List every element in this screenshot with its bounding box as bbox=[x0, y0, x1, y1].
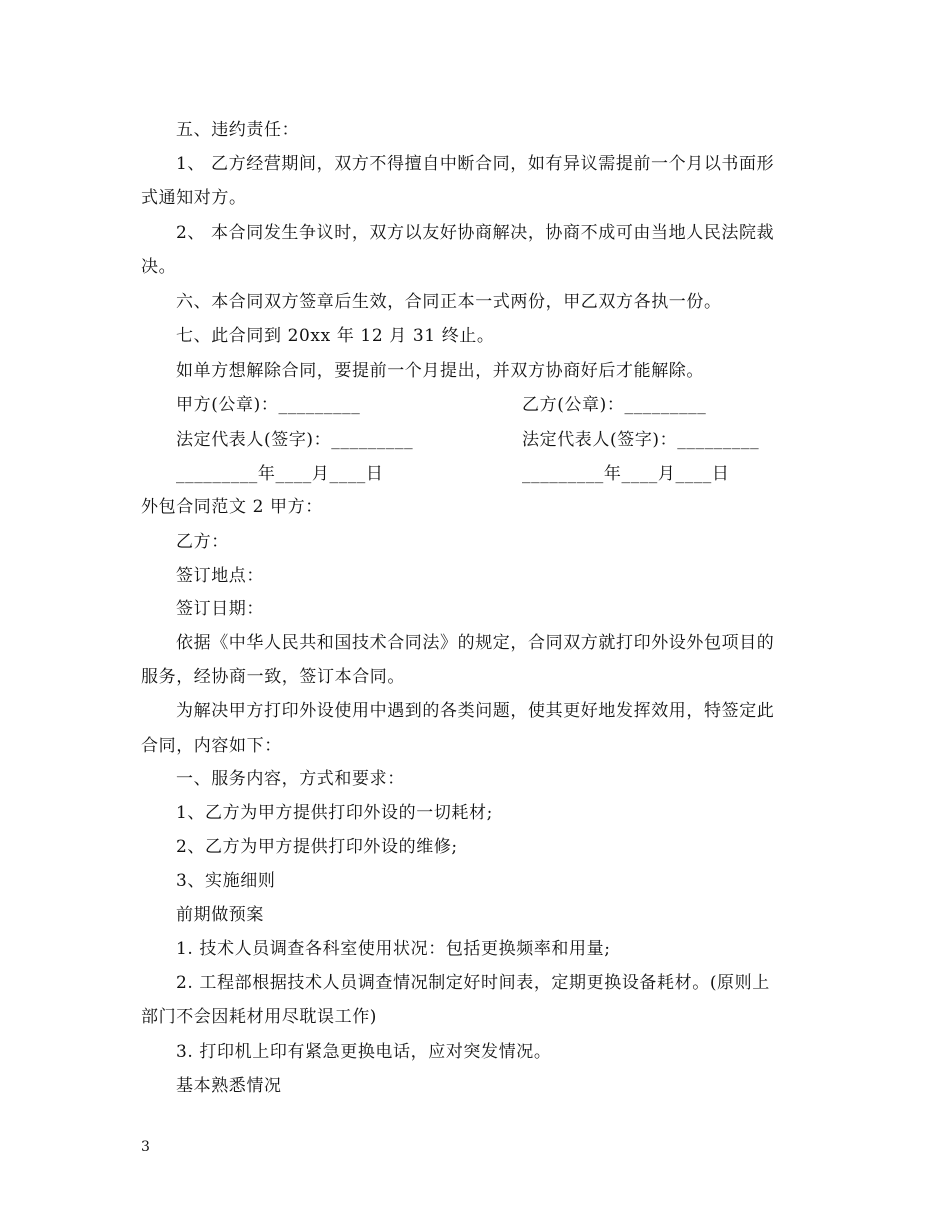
list-item: 2、乙方为甲方提供打印外设的维修; bbox=[176, 837, 458, 857]
paragraph-line: 2、 本合同发生争议时，双方以友好协商解决，协商不成可由当地人民法院裁 bbox=[176, 223, 775, 243]
list-item: 3、实施细则 bbox=[176, 871, 276, 891]
list-item: 2. 工程部根据技术人员调查情况制定好时间表，定期更换设备耗材。(原则上 bbox=[176, 973, 770, 993]
signing-date-line: 签订日期： bbox=[176, 599, 264, 619]
list-item: 1. 技术人员调查各科室使用状况：包括更换频率和用量; bbox=[176, 939, 611, 959]
section-6-line: 六、本合同双方签章后生效，合同正本一式两份，甲乙双方各执一份。 bbox=[176, 292, 722, 312]
page-number: 3 bbox=[141, 1139, 150, 1155]
paragraph-line: 合同，内容如下： bbox=[141, 736, 282, 756]
signing-place-line: 签订地点： bbox=[176, 566, 264, 586]
party-b-seal: 乙方(公章)：_________ bbox=[522, 395, 707, 415]
paragraph-line: 1、 乙方经营期间，双方不得擅自中断合同，如有异议需提前一个月以书面形 bbox=[176, 154, 775, 174]
party-b-representative: 法定代表人(签字)：_________ bbox=[522, 430, 760, 450]
section-5-heading: 五、违约责任： bbox=[176, 120, 300, 140]
party-b-line: 乙方： bbox=[176, 532, 229, 552]
paragraph-line: 为解决甲方打印外设使用中遇到的各类问题，使其更好地发挥效用，特签定此 bbox=[176, 701, 775, 721]
list-item: 1、乙方为甲方提供打印外设的一切耗材; bbox=[176, 803, 493, 823]
party-a-date: _________年____月____日 bbox=[176, 464, 384, 484]
paragraph-line: 如单方想解除合同，要提前一个月提出，并双方协商好后才能解除。 bbox=[176, 361, 704, 381]
party-a-representative: 法定代表人(签字)：_________ bbox=[176, 430, 414, 450]
subheading: 基本熟悉情况 bbox=[176, 1076, 282, 1096]
paragraph-line: 依据《中华人民共和国技术合同法》的规定，合同双方就打印外设外包项目的 bbox=[176, 633, 775, 653]
contract-title-line: 外包合同范文 2 甲方： bbox=[141, 497, 323, 517]
subheading: 前期做预案 bbox=[176, 905, 264, 925]
party-b-date: _________年____月____日 bbox=[522, 464, 730, 484]
paragraph-line: 决。 bbox=[141, 257, 177, 277]
paragraph-line: 式通知对方。 bbox=[141, 188, 247, 208]
party-a-seal: 甲方(公章)：_________ bbox=[176, 395, 361, 415]
paragraph-line: 服务，经协商一致，签订本合同。 bbox=[141, 667, 405, 687]
paragraph-line: 部门不会因耗材用尽耽误工作) bbox=[141, 1007, 378, 1027]
section-7-line: 七、此合同到 20xx 年 12 月 31 终止。 bbox=[176, 326, 495, 346]
list-item: 3. 打印机上印有紧急更换电话，应对突发情况。 bbox=[176, 1042, 552, 1062]
section-1-heading: 一、服务内容，方式和要求： bbox=[176, 769, 405, 789]
